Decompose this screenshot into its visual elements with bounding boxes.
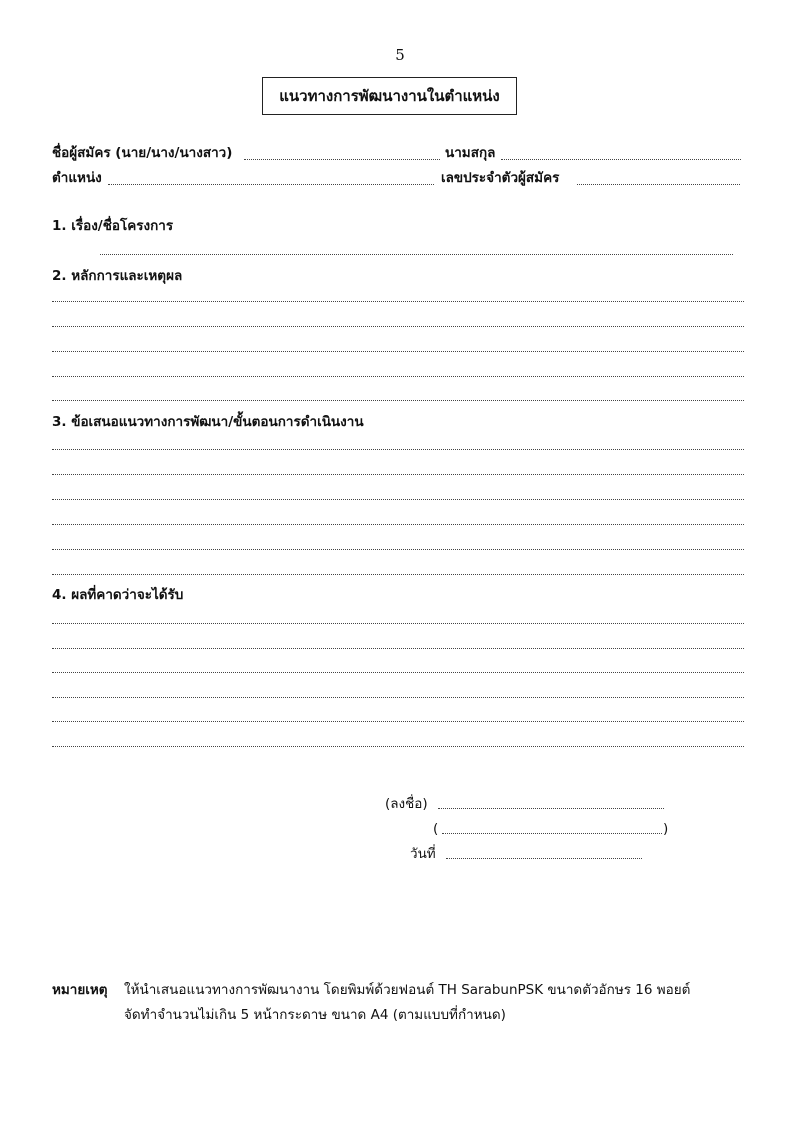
signature-label: (ลงชื่อ) <box>385 796 428 812</box>
section-2-line[interactable] <box>52 326 744 327</box>
form-title <box>262 77 517 115</box>
surname-field[interactable] <box>501 159 741 160</box>
applicant-id-label: เลขประจำตัวผู้สมัคร <box>441 170 560 186</box>
section-4-line[interactable] <box>52 721 744 722</box>
page-number: 5 <box>395 46 405 64</box>
section-4-line[interactable] <box>52 648 744 649</box>
position-label: ตำแหน่ง <box>52 170 102 186</box>
section-4-heading: 4. ผลที่คาดว่าจะได้รับ <box>52 587 184 603</box>
section-2-line[interactable] <box>52 400 744 401</box>
section-2-line[interactable] <box>52 301 744 302</box>
applicant-id-field[interactable] <box>577 184 740 185</box>
surname-label: นามสกุล <box>445 145 496 161</box>
signature-field[interactable] <box>438 808 664 809</box>
section-4-line[interactable] <box>52 746 744 747</box>
section-4-line[interactable] <box>52 672 744 673</box>
section-3-line[interactable] <box>52 524 744 525</box>
section-1-heading: 1. เรื่อง/ชื่อโครงการ <box>52 218 174 234</box>
section-2-line[interactable] <box>52 376 744 377</box>
section-3-line[interactable] <box>52 574 744 575</box>
note-label: หมายเหตุ <box>52 982 108 998</box>
section-3-heading: 3. ข้อเสนอแนวทางการพัฒนา/ขั้นตอนการดำเนินงาน <box>52 414 364 430</box>
note-line-1: ให้นำเสนอแนวทางการพัฒนางาน โดยพิมพ์ด้วยฟอนต์ TH SarabunPSK ขนาดตัวอักษร 16 พอยต์ <box>124 982 691 998</box>
section-4-line[interactable] <box>52 623 744 624</box>
name-label: ชื่อผู้สมัคร (นาย/นาง/นางสาว) <box>52 145 233 161</box>
section-3-line[interactable] <box>52 499 744 500</box>
section-3-line[interactable] <box>52 449 744 450</box>
section-2-heading: 2. หลักการและเหตุผล <box>52 268 183 284</box>
section-1-line[interactable] <box>100 254 733 255</box>
name-close-paren: ) <box>663 821 669 837</box>
name-open-paren: ( <box>433 821 439 837</box>
section-4-line[interactable] <box>52 697 744 698</box>
form-title-text: แนวทางการพัฒนางานในตำแหน่ง <box>279 87 500 105</box>
date-label: วันที่ <box>410 846 436 862</box>
section-2-line[interactable] <box>52 351 744 352</box>
signer-name-field[interactable] <box>442 833 662 834</box>
section-3-line[interactable] <box>52 474 744 475</box>
date-field[interactable] <box>446 858 642 859</box>
note-line-2: จัดทำจำนวนไม่เกิน 5 หน้ากระดาษ ขนาด A4 (ตามแบบที่กำหนด) <box>124 1007 506 1023</box>
section-3-line[interactable] <box>52 549 744 550</box>
position-field[interactable] <box>108 184 434 185</box>
name-field[interactable] <box>244 159 440 160</box>
